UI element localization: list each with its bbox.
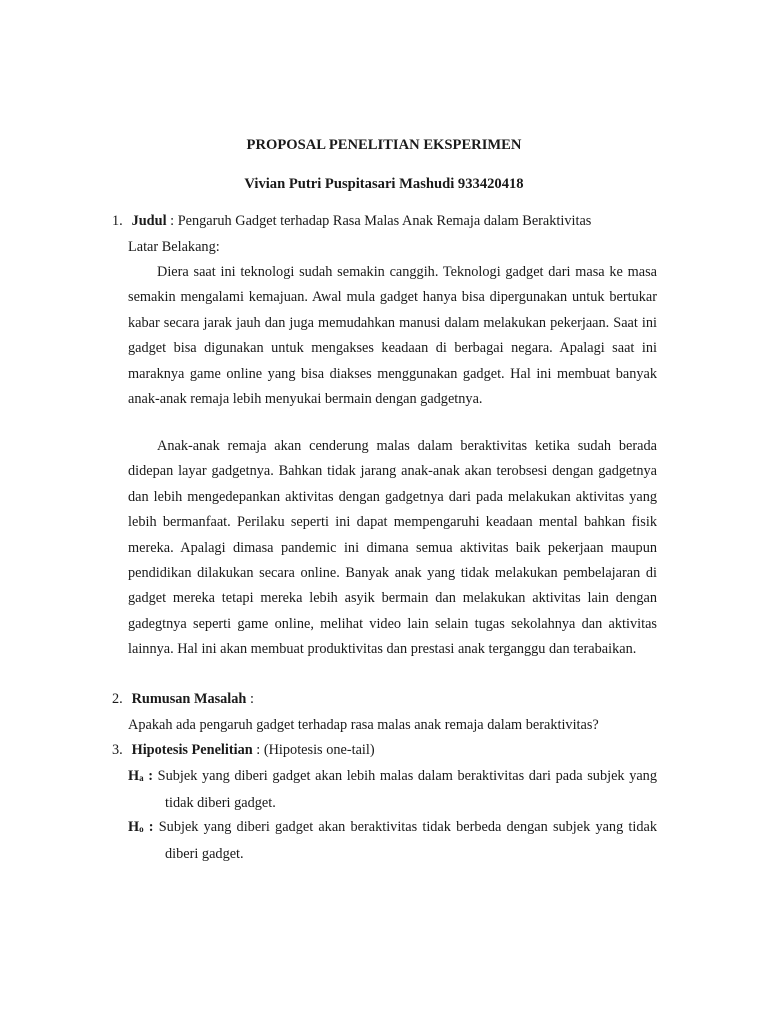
hypothesis-symbol: Ho :: [128, 819, 159, 835]
document-author: Vivian Putri Puspitasari Mashudi 933420418: [244, 176, 524, 192]
section-number: 3.: [112, 742, 123, 758]
background-heading: Latar Belakang:: [128, 239, 220, 255]
hipotesis-note: (Hipotesis one-tail): [263, 742, 375, 758]
background-paragraph-1: Diera saat ini teknologi sudah semakin canggih. Teknologi gadget dari masa ke masa semakin mengalami kemajuan. Awal mula gadget hanya bisa dipergunakan untuk bertukar kabar secara jarak jauh dan juga memudahkan manusi dalam melakukan pekerjaan. Saat ini gadget bisa digunakan untuk mengakses keadaan di berbagai negara. Apalagi saat ini maraknya game online yang bisa diakses menggunakan gadget. Hal ini membuat banyak anak-anak remaja lebih menyukai bermain dengan gadgetnya.: [128, 264, 657, 408]
section-judul: [112, 209, 657, 234]
hypothesis-symbol: Ha :: [128, 768, 158, 784]
hypothesis-text: Subjek yang diberi gadget akan beraktivitas tidak berbeda dengan subjek yang tidak diberi gadget.: [158, 819, 657, 863]
section-label: Hipotesis Penelitian: [131, 742, 253, 758]
section-hipotesis: [112, 738, 657, 763]
judul-text: Pengaruh Gadget terhadap Rasa Malas Anak Remaja dalam Beraktivitas: [177, 213, 592, 229]
section-number: 1.: [112, 213, 123, 229]
rumusan-text: Apakah ada pengaruh gadget terhadap rasa malas anak remaja dalam beraktivitas?: [128, 717, 599, 733]
section-number: 2.: [112, 691, 123, 707]
section-label: Judul: [131, 213, 167, 229]
document-title: PROPOSAL PENELITIAN EKSPERIMEN: [246, 137, 522, 153]
background-paragraph-2: Anak-anak remaja akan cenderung malas dalam beraktivitas ketika sudah berada didepan layar gadgetnya. Bahkan tidak jarang anak-anak akan terobsesi dengan gadgetnya dan lebih mengedepankan aktivitas dengan gadgetnya dari pada melakukan aktivitas yang lebih bermanfaat. Perilaku seperti ini dapat mempengaruhi keadaan mental bahkan fisik mereka. Apalagi dimasa pandemic ini dimana semua aktivitas baik pekerjaan maupun pendidikan dilakukan secara online. Banyak anak yang tidak melakukan pembelajaran di gadget mereka tetapi mereka lebih asyik bermain dan melakukan aktivitas lain dengan gadegtnya seperti game online, melihat video lain selain tugas sekolahnya dan aktivitas lainnya. Hal ini akan membuat produktivitas dan prestasi anak terganggu dan terabaikan.: [128, 438, 657, 658]
hypothesis-null: [128, 815, 657, 868]
section-rumusan: [112, 687, 657, 712]
section-separator: :: [252, 742, 264, 758]
section-separator: :: [246, 691, 254, 707]
hypothesis-alternative: [128, 764, 657, 817]
section-separator: :: [166, 213, 178, 229]
hypothesis-text: Subjek yang diberi gadget akan lebih malas dalam beraktivitas dari pada subjek yang tidak diberi gadget.: [157, 768, 657, 812]
section-label: Rumusan Masalah: [131, 691, 247, 707]
